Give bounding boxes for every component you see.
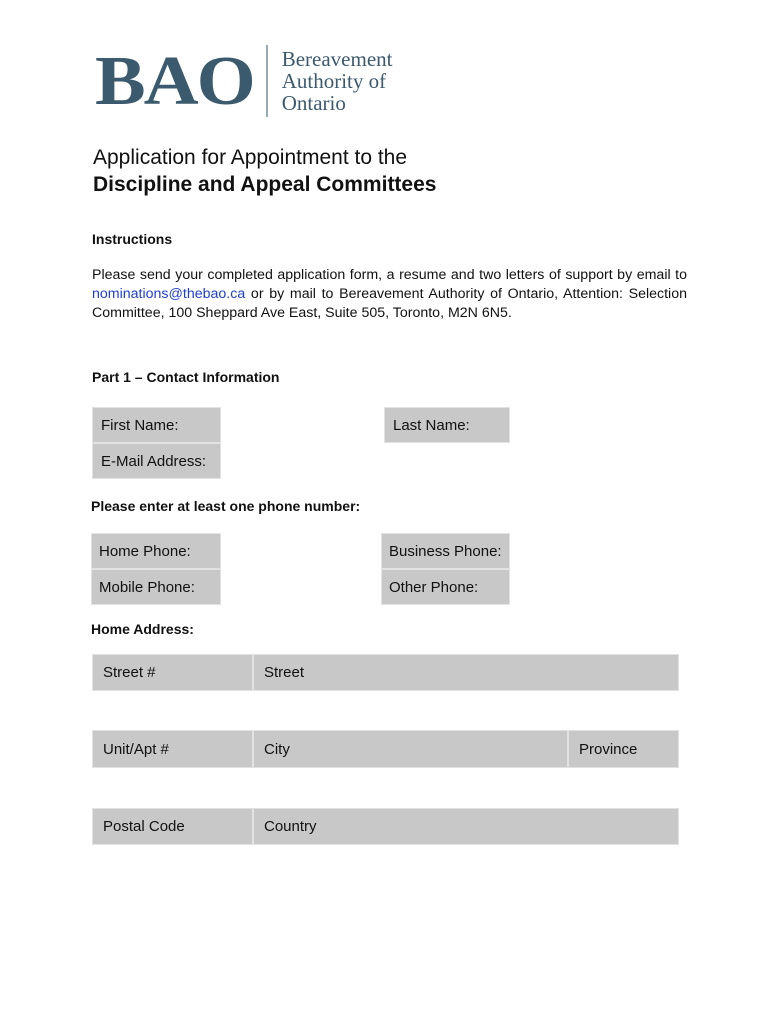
- country-field[interactable]: Country: [253, 808, 679, 845]
- other-phone-field[interactable]: Other Phone:: [381, 569, 510, 605]
- postal-code-field[interactable]: Postal Code: [92, 808, 253, 845]
- part1-heading: Part 1 – Contact Information: [92, 369, 280, 385]
- bao-logo: [95, 44, 392, 118]
- business-phone-field[interactable]: Business Phone:: [381, 533, 510, 569]
- unit-apt-field[interactable]: Unit/Apt #: [92, 730, 253, 768]
- city-field[interactable]: City: [253, 730, 568, 768]
- province-field[interactable]: Province: [568, 730, 679, 768]
- logo-divider: [266, 45, 268, 117]
- email-link[interactable]: nominations@thebao.ca: [92, 286, 246, 302]
- mobile-phone-field[interactable]: Mobile Phone:: [91, 569, 221, 605]
- instructions-paragraph: [92, 266, 687, 323]
- form-title-line-1: Application for Appointment to the: [93, 146, 408, 169]
- street-number-field[interactable]: Street #: [92, 654, 253, 691]
- phone-heading: Please enter at least one phone number:: [91, 498, 361, 514]
- logo-line-3: Ontario: [281, 91, 346, 115]
- logo-line-1: Bereavement: [281, 47, 393, 71]
- form-title-line-2: Discipline and Appeal Committees: [93, 173, 437, 196]
- logo-line-2: Authority of: [281, 69, 387, 93]
- instructions-heading: Instructions: [92, 231, 173, 247]
- first-name-field[interactable]: First Name:: [92, 407, 221, 443]
- last-name-field[interactable]: Last Name:: [384, 407, 510, 443]
- email-address-field[interactable]: E-Mail Address:: [92, 443, 221, 479]
- instructions-text-before: Please send your completed application form, a resume and two letters of support by email to: [92, 267, 687, 283]
- home-address-heading: Home Address:: [91, 621, 194, 637]
- logo-text: [282, 48, 393, 114]
- home-phone-field[interactable]: Home Phone:: [91, 533, 221, 569]
- street-field[interactable]: Street: [253, 654, 679, 691]
- instructions-text-after: or by mail to Bereavement Authority of Ontario, Attention: Selection Committee, 100 Sheppard Ave East, Suite 505, Toronto, M2N 6N5.: [92, 286, 687, 321]
- logo-mark: BAO: [95, 42, 254, 120]
